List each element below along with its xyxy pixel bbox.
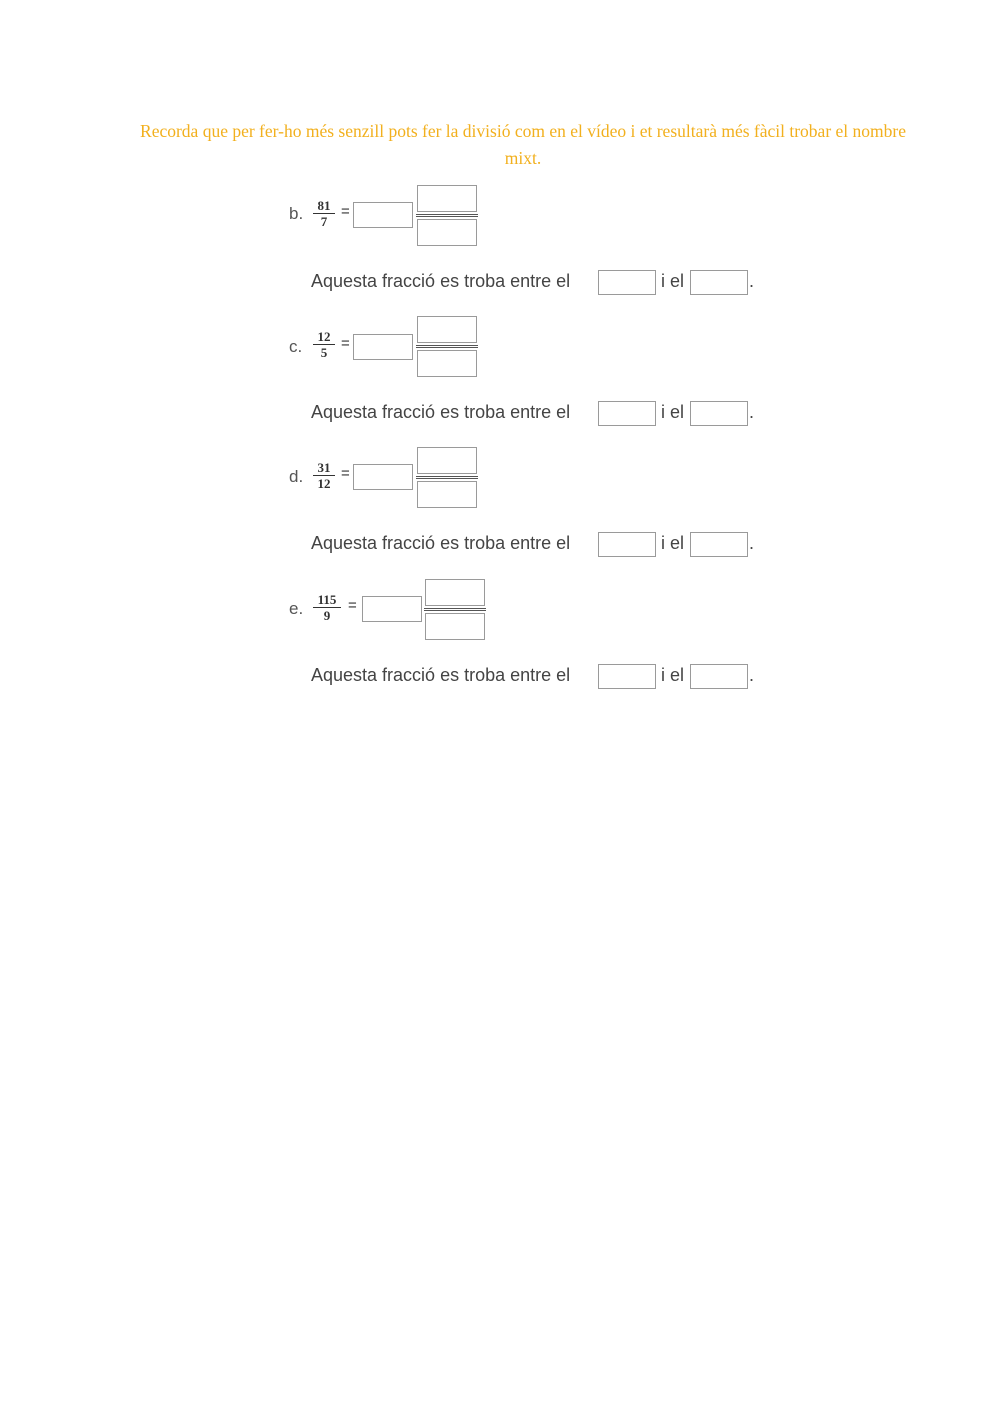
range-sentence-suffix: . (749, 271, 755, 291)
fraction-denominator: 9 (323, 608, 331, 623)
fraction-denominator: 5 (320, 345, 328, 360)
upper-bound-input[interactable] (690, 532, 748, 557)
fraction-numerator: 115 (313, 592, 341, 608)
range-sentence-suffix: . (749, 402, 755, 422)
mixed-numerator-input[interactable] (425, 579, 485, 606)
fraction-bar (416, 476, 478, 479)
mixed-numerator-input[interactable] (417, 447, 477, 474)
lower-bound-input[interactable] (598, 401, 656, 426)
lower-bound-input[interactable] (598, 532, 656, 557)
range-sentence-suffix: . (749, 665, 755, 685)
fraction-bar (424, 608, 486, 611)
whole-part-input[interactable] (353, 202, 413, 228)
fraction-bar (416, 214, 478, 217)
range-sentence-prefix: Aquesta fracció es troba entre el (311, 402, 571, 422)
given-fraction (313, 329, 335, 361)
fraction-numerator: 12 (313, 329, 335, 345)
exercise-b (289, 184, 769, 304)
mixed-denominator-input[interactable] (417, 481, 477, 508)
range-sentence-suffix: . (749, 533, 755, 553)
mixed-denominator-input[interactable] (425, 613, 485, 640)
exercise-letter: d. (289, 467, 304, 486)
exercise-letter: e. (289, 599, 304, 618)
lower-bound-input[interactable] (598, 664, 656, 689)
fraction-numerator: 31 (313, 460, 335, 476)
whole-part-input[interactable] (353, 464, 413, 490)
upper-bound-input[interactable] (690, 401, 748, 426)
range-sentence-middle: i el (661, 402, 685, 422)
given-fraction (313, 460, 335, 492)
exercise-letter: b. (289, 204, 304, 223)
whole-part-input[interactable] (362, 596, 422, 622)
given-fraction (313, 198, 335, 230)
exercise-c (289, 315, 769, 435)
instruction-text: Recorda que per fer-ho més senzill pots fer la divisió com en el vídeo i et resultarà més fàcil trobar el nombre mixt. (140, 121, 906, 168)
range-sentence-middle: i el (661, 533, 685, 553)
fraction-denominator: 7 (320, 214, 328, 229)
equals-sign: = (341, 335, 350, 352)
whole-part-input[interactable] (353, 334, 413, 360)
range-sentence-prefix: Aquesta fracció es troba entre el (311, 665, 571, 685)
lower-bound-input[interactable] (598, 270, 656, 295)
fraction-numerator: 81 (313, 198, 335, 214)
mixed-numerator-input[interactable] (417, 316, 477, 343)
equals-sign: = (348, 597, 357, 614)
equals-sign: = (341, 465, 350, 482)
fraction-bar (416, 345, 478, 348)
exercise-d (289, 446, 769, 566)
mixed-denominator-input[interactable] (417, 219, 477, 246)
range-sentence-prefix: Aquesta fracció es troba entre el (311, 271, 571, 291)
range-sentence-middle: i el (661, 271, 685, 291)
exercise-letter: c. (289, 337, 303, 356)
given-fraction (313, 592, 341, 624)
mixed-numerator-input[interactable] (417, 185, 477, 212)
upper-bound-input[interactable] (690, 270, 748, 295)
range-sentence-middle: i el (661, 665, 685, 685)
upper-bound-input[interactable] (690, 664, 748, 689)
range-sentence-prefix: Aquesta fracció es troba entre el (311, 533, 571, 553)
fraction-denominator: 12 (317, 476, 331, 491)
equals-sign: = (341, 203, 350, 220)
exercise-e (289, 578, 769, 698)
mixed-denominator-input[interactable] (417, 350, 477, 377)
